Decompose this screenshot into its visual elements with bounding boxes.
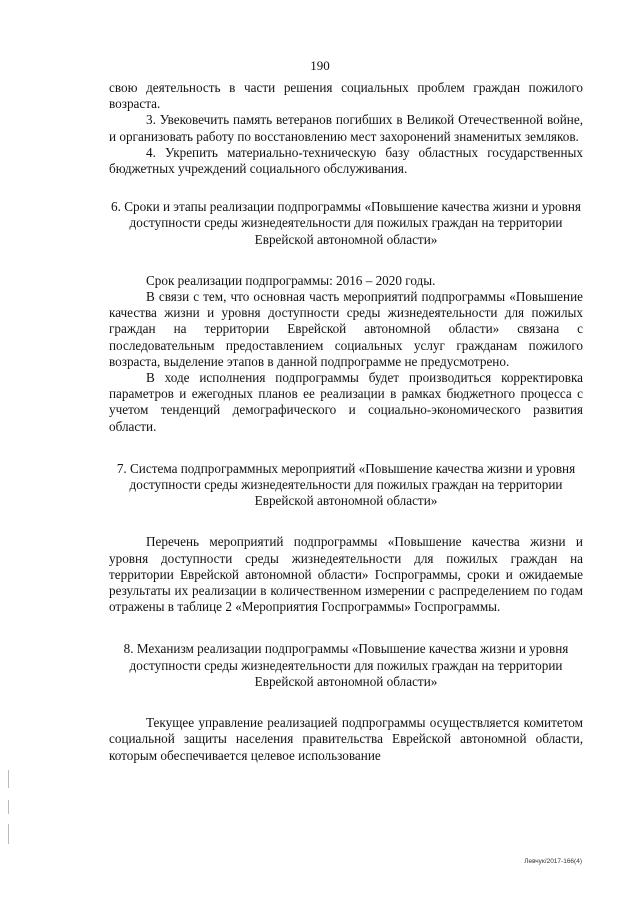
paragraph-stages: В связи с тем, что основная часть мероприятий подпрограммы «Повышение качества жизни и уровня доступности среды жизнедеятельности для пожилых граждан на территории Еврейской автономной области» связана с последовательным предоставлением социальных услуг гражданам пожилого возраста, выделение этапов в данной подпрограмме не предусмотрено.	[109, 289, 583, 369]
document-code: Левчук/2017-166(4)	[524, 858, 582, 865]
paragraph-measures: Перечень мероприятий подпрограммы «Повышение качества жизни и уровня доступности среды жизнедеятельности для пожилых граждан на территории Еврейской автономной области» Госпрограммы, сроки и ожидаемые результаты их реализации в количественном измерении с распределением по годам отражены в таблице 2 «Мероприятия Госпрограммы» Госпрограммы.	[109, 534, 583, 615]
paragraph-item-4: 4. Укрепить материально-техническую базу областных государственных бюджетных учреждений социального обслуживания.	[109, 144, 583, 177]
paragraph-management: Текущее управление реализацией подпрограммы осуществляется комитетом социальной защиты населения правительства Еврейской автономной области, которым обеспечивается целевое использование	[109, 715, 583, 763]
page-number: 190	[310, 58, 330, 73]
document-body	[109, 80, 583, 764]
paragraph-adjustment: В ходе исполнения подпрограммы будет производиться корректировка параметров и ежегодных планов ее реализации в рамках бюджетного процесса с учетом тенденций демографического и социально-экономического развития области.	[109, 370, 583, 434]
paragraph-item-3: 3. Увековечить память ветеранов погибших в Великой Отечественной войне, и организовать работу по восстановлению мест захоронений знаменитых земляков.	[109, 112, 583, 144]
section-heading-6: 6. Сроки и этапы реализации подпрограммы «Повышение качества жизни и уровня доступности среды жизнедеятельности для пожилых граждан на территории Еврейской автономной области»	[111, 199, 581, 247]
section-heading-8: 8. Механизм реализации подпрограммы «Повышение качества жизни и уровня доступности среды жизнедеятельности для пожилых граждан на территории Еврейской автономной области»	[123, 641, 569, 689]
scan-margin-mark	[8, 770, 9, 788]
scan-margin-mark	[8, 800, 9, 814]
paragraph-1: свою деятельность в части решения социальных проблем граждан пожилого возраста.	[109, 80, 583, 112]
section-heading-7: 7. Система подпрограммных мероприятий «Повышение качества жизни и уровня доступности среды жизнедеятельности для пожилых граждан на территории Еврейской автономной области»	[116, 460, 576, 509]
scan-margin-mark	[8, 824, 9, 844]
paragraph-term: Срок реализации подпрограммы: 2016 – 2020 годы.	[146, 272, 436, 288]
